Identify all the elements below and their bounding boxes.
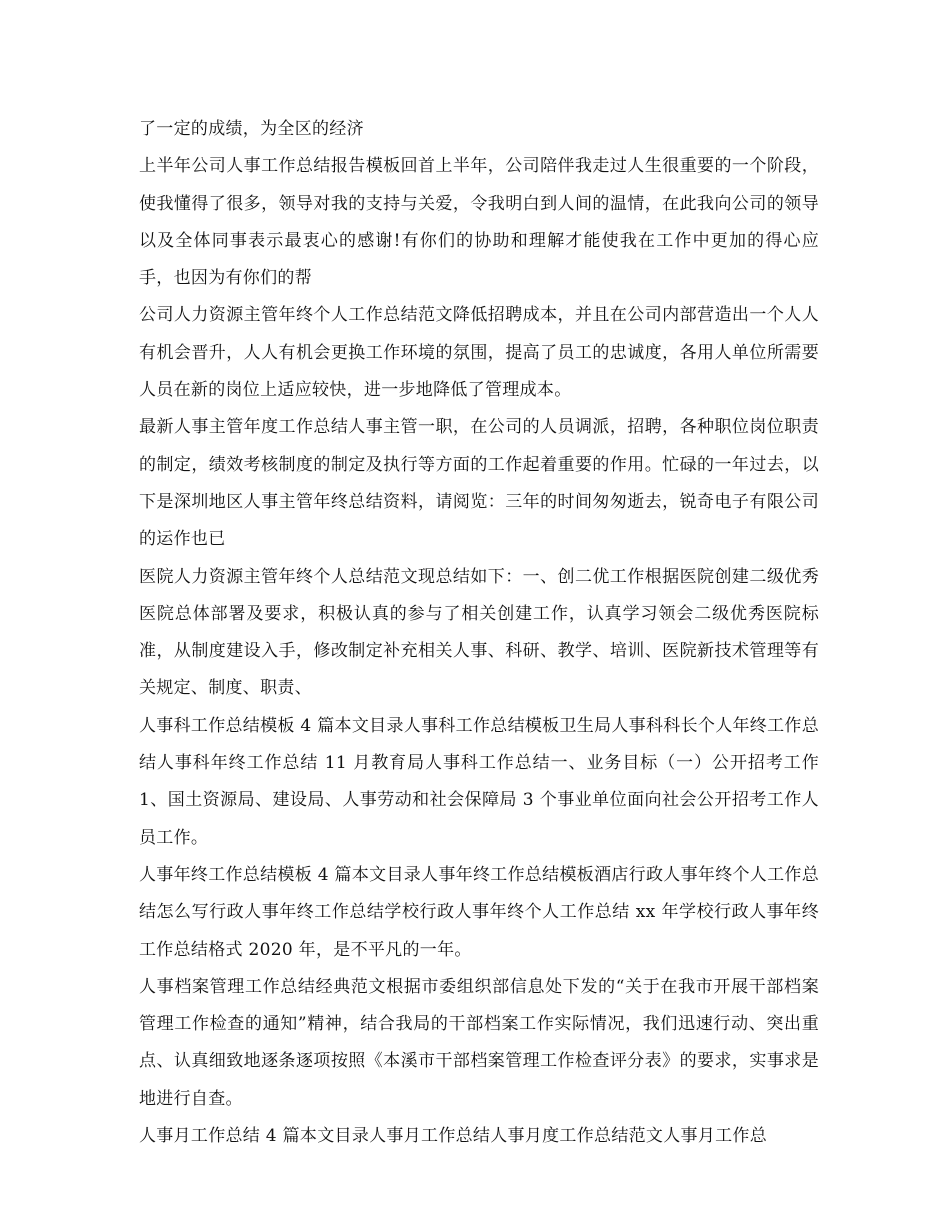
paragraph-3: 公司人力资源主管年终个人工作总结范文降低招聘成本，并且在公司内部营造出一个人人有机会晋升，人人有机会更换工作环境的氛围，提高了员工的忠诚度，各用人单位所需要人员在新的岗位上适应较快，进一步地降低了管理成本。 [139,305,819,401]
paragraph-4: 最新人事主管年度工作总结人事主管一职，在公司的人员调派，招聘，各种职位岗位职责的制定，绩效考核制度的制定及执行等方面的工作起着重要的作用。忙碌的一年过去，以下是深圳地区人事主管年终总结资料，请阅览：三年的时间匆匆逝去，锐奇电子有限公司的运作也已 [139,417,819,550]
paragraph-6: 人事科工作总结模板 4 篇本文目录人事科工作总结模板卫生局人事科科长个人年终工作总结人事科年终工作总结 11 月教育局人事科工作总结一、业务目标（一）公开招考工作 1、国土资源局、建设局、人事劳动和社会保障局 3 个事业单位面向社会公开招考工作人员工作。 [139,715,819,848]
paragraph-9: 人事月工作总结 4 篇本文目录人事月工作总结人事月度工作总结范文人事月工作总 [139,1126,768,1147]
paragraph-7: 人事年终工作总结模板 4 篇本文目录人事年终工作总结模板酒店行政人事年终个人工作总结怎么写行政人事年终工作总结学校行政人事年终个人工作总结 xx 年学校行政人事年终工作总结格式 2020 年，是不平凡的一年。 [139,864,819,960]
paragraph-2: 上半年公司人事工作总结报告模板回首上半年，公司陪伴我走过人生很重要的一个阶段，使我懂得了很多，领导对我的支持与关爱，令我明白到人间的温情，在此我向公司的领导以及全体同事表示最衷心的感谢!有你们的协助和理解才能使我在工作中更加的得心应手，也因为有你们的帮 [139,156,819,289]
paragraph-5: 医院人力资源主管年终个人总结范文现总结如下：一、创二优工作根据医院创建二级优秀医院总体部署及要求，积极认真的参与了相关创建工作，认真学习领会二级优秀医院标准，从制度建设入手，修改制定补充相关人事、科研、教学、培训、医院新技术管理等有关规定、制度、职责、 [139,566,819,699]
paragraph-1: 了一定的成绩，为全区的经济 [139,119,364,139]
paragraph-8: 人事档案管理工作总结经典范文根据市委组织部信息处下发的“关于在我市开展干部档案管理工作检查的通知”精神，结合我局的干部档案工作实际情况，我们迅速行动、突出重点、认真细致地逐条逐项按照《本溪市干部档案管理工作检查评分表》的要求，实事求是地进行自查。 [139,976,819,1109]
document-body [139,111,819,1155]
